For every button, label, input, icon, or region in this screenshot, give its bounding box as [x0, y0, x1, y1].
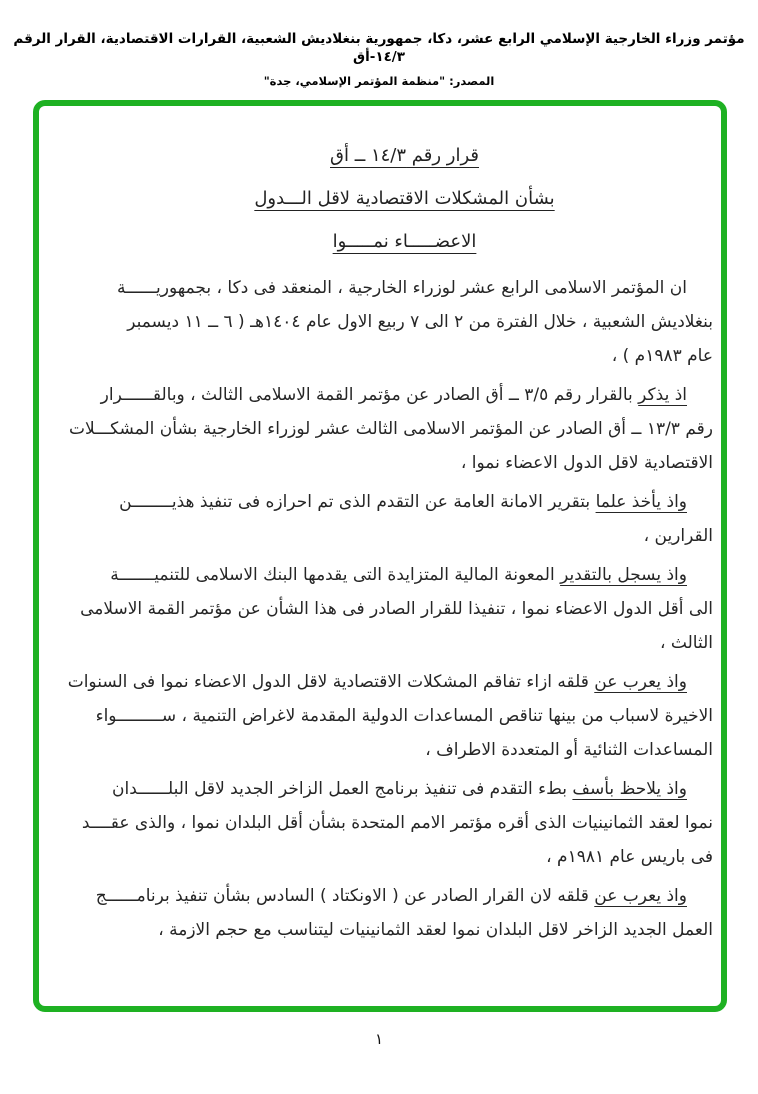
- paragraph: [68, 665, 713, 767]
- line-text: قلقه لان القرار الصادر عن ( الاونكتاد ) السادس بشأن تنفيذ برنامــــــج: [95, 886, 595, 906]
- resolution-title-line: الاعضـــــاء نمـــــوا: [332, 231, 477, 252]
- line-text: الاخيرة لاسباب من بينها تناقص المساعدات الدولية المقدمة لاغراض التنمية ، ســـــــــواء: [95, 706, 713, 726]
- paragraph-line: [68, 305, 713, 339]
- resolution-paragraphs: [68, 271, 713, 947]
- paragraph: [68, 485, 713, 553]
- resolution-title-line: بشأن المشكلات الاقتصادية لاقل الـــدول: [254, 188, 555, 209]
- line-text: العمل الجديد الزاخر لاقل البلدان نموا لعقد الثمانينيات ليتناسب مع حجم الازمة ،: [158, 920, 713, 940]
- scanned-document-body: [68, 134, 713, 1094]
- line-text: عام ١٩٨٣م ) ،: [611, 346, 713, 366]
- paragraph-line: [68, 558, 713, 592]
- underlined-phrase: واذ يعرب عن: [594, 886, 687, 906]
- paragraph-line: [68, 840, 713, 874]
- header-source: المصدر: "منظمة المؤتمر الإسلامي، جدة": [263, 74, 495, 88]
- line-text: المساعدات الثنائية أو المتعددة الاطراف ،: [425, 740, 713, 760]
- line-text: رقم ١٣/٣ ــ أق الصادر عن المؤتمر الاسلامى الثالث عشر لوزراء الخارجية بشأن المشكـــلات: [69, 419, 713, 439]
- header-citation: مؤتمر وزراء الخارجية الإسلامي الرابع عشر، دكا، جمهورية بنغلاديش الشعبية، القرارات الاقتصادية، القرار الرقم ١٤/٣-أق: [13, 31, 745, 65]
- paragraph: [68, 378, 713, 480]
- line-text: الى أقل الدول الاعضاء نموا ، تنفيذا للقرار الصادر فى هذا الشأن عن مؤتمر القمة الاسلامى: [80, 599, 713, 619]
- line-text: القرارين ،: [643, 526, 713, 546]
- line-text: بطء التقدم فى تنفيذ برنامج العمل الزاخر الجديد لاقل البلــــــدان: [111, 779, 573, 799]
- paragraph: [68, 772, 713, 874]
- line-text: بالقرار رقم ٣/٥ ــ أق الصادر عن مؤتمر القمة الاسلامى الثالث ، وبالقــــــرار: [100, 385, 639, 405]
- paragraph-line: [68, 412, 713, 446]
- document-header: [10, 30, 748, 88]
- paragraph: [68, 558, 713, 660]
- paragraph-line: [68, 665, 713, 699]
- underlined-phrase: اذ يذكر: [638, 385, 687, 405]
- paragraph-line: [68, 913, 713, 947]
- paragraph-line: [68, 806, 713, 840]
- paragraph-line: [68, 733, 713, 767]
- line-text: فى باريس عام ١٩٨١م ،: [546, 847, 713, 867]
- paragraph-line: [68, 271, 713, 305]
- line-text: الاقتصادية لاقل الدول الاعضاء نموا ،: [460, 453, 713, 473]
- paragraph-line: [68, 485, 713, 519]
- green-annotation-frame: [33, 100, 727, 1012]
- paragraph-line: [68, 378, 713, 412]
- line-text: ان المؤتمر الاسلامى الرابع عشر لوزراء الخارجية ، المنعقد فى دكا ، بجمهوريــــــة: [117, 278, 687, 298]
- paragraph-line: [68, 772, 713, 806]
- paragraph: [68, 271, 713, 373]
- line-text: بنغلاديش الشعبية ، خلال الفترة من ٢ الى ٧ ربيع الاول عام ١٤٠٤هـ ( ٦ ــ ١١ ديسمبر: [127, 312, 713, 332]
- line-text: نموا لعقد الثمانينيات الذى أقره مؤتمر الامم المتحدة بشأن أقل البلدان نموا ، والذى عقــــد: [81, 813, 713, 833]
- paragraph-line: [68, 339, 713, 373]
- underlined-phrase: واذ يأخذ علما: [595, 492, 687, 512]
- line-text: الثالث ،: [660, 633, 713, 653]
- underlined-phrase: واذ يسجل بالتقدير: [560, 565, 687, 585]
- line-text: قلقه ازاء تفاقم المشكلات الاقتصادية لاقل الدول الاعضاء نموا فى السنوات: [68, 672, 595, 692]
- paragraph: [68, 879, 713, 947]
- underlined-phrase: واذ يعرب عن: [594, 672, 687, 692]
- page-number: ١: [374, 1030, 384, 1048]
- resolution-title-line: قرار رقم ١٤/٣ ــ أق: [330, 145, 479, 166]
- line-text: بتقرير الامانة العامة عن التقدم الذى تم احرازه فى تنفيذ هذيــــــــن: [119, 492, 596, 512]
- line-text: المعونة المالية المتزايدة التى يقدمها البنك الاسلامى للتنميـــــــة: [110, 565, 561, 585]
- paragraph-line: [68, 592, 713, 626]
- paragraph-line: [68, 626, 713, 660]
- paragraph-line: [68, 519, 713, 553]
- resolution-title: [82, 134, 713, 263]
- paragraph-line: [68, 879, 713, 913]
- paragraph-line: [68, 446, 713, 480]
- underlined-phrase: واذ يلاحظ بأسف: [572, 779, 687, 799]
- paragraph-line: [68, 699, 713, 733]
